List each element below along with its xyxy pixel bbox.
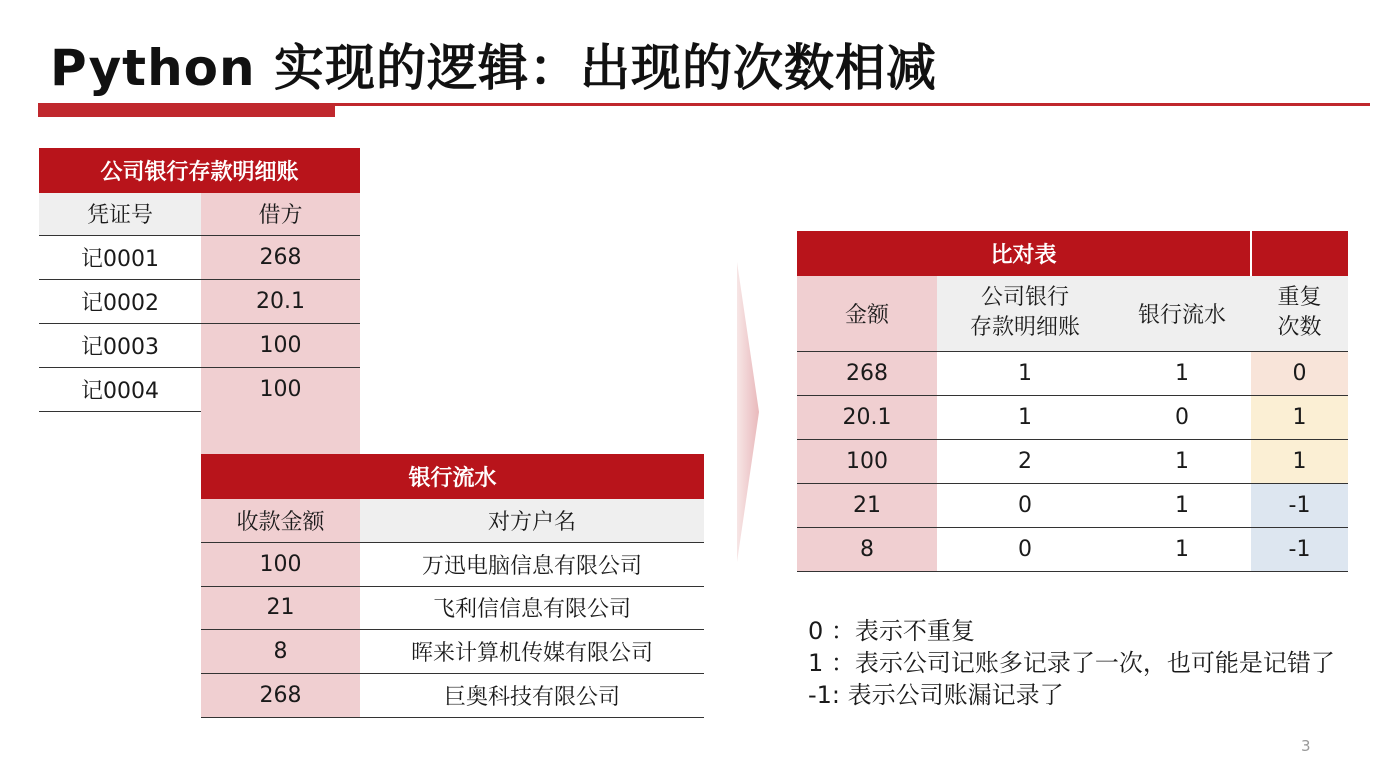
title-accent-bar [38, 106, 335, 117]
bank-amount-cell: 8 [201, 629, 360, 673]
ledger-header-voucher: 凭证号 [39, 193, 201, 235]
compare-row [797, 527, 1348, 571]
compare-row [797, 439, 1348, 483]
compare-bank-count-cell: 0 [1113, 395, 1251, 439]
bank-statement-table [201, 454, 704, 718]
compare-header-ledger: 公司银行 存款明细账 [937, 276, 1113, 351]
bank-title: 银行流水 [201, 454, 704, 499]
bank-header-amount: 收款金额 [201, 499, 360, 542]
ledger-debit-cell: 100 [201, 367, 360, 411]
compare-amount-cell: 21 [797, 483, 937, 527]
compare-header-amount: 金额 [797, 276, 937, 351]
ledger-header-debit: 借方 [201, 193, 360, 235]
compare-row [797, 351, 1348, 395]
compare-ledger-count-cell: 1 [937, 395, 1113, 439]
note-one: 1 ：表示公司记账多记录了一次，也可能是记错了 [808, 649, 1335, 677]
bank-counterparty-cell: 晖来计算机传媒有限公司 [360, 629, 704, 673]
compare-title-extra-cell [1251, 231, 1348, 276]
slide-title: Python 实现的逻辑：出现的次数相减 [50, 39, 938, 97]
compare-ledger-count-cell: 0 [937, 527, 1113, 571]
ledger-row [39, 235, 360, 279]
compare-header-bank: 银行流水 [1113, 276, 1251, 351]
note-zero: 0 ：表示不重复 [808, 617, 975, 645]
compare-ledger-count-cell: 0 [937, 483, 1113, 527]
bank-amount-cell: 100 [201, 542, 360, 586]
compare-ledger-count-cell: 2 [937, 439, 1113, 483]
compare-diff-cell: 0 [1251, 351, 1348, 395]
bank-counterparty-cell: 万迅电脑信息有限公司 [360, 542, 704, 586]
ledger-row [39, 279, 360, 323]
bank-amount-cell: 21 [201, 586, 360, 629]
chevron-right-icon [737, 262, 759, 562]
compare-diff-cell: 1 [1251, 395, 1348, 439]
compare-amount-cell: 268 [797, 351, 937, 395]
bank-counterparty-cell: 巨奥科技有限公司 [360, 673, 704, 717]
compare-header-repeat-count: 重复 次数 [1251, 276, 1348, 351]
bank-row [201, 673, 704, 717]
ledger-title: 公司银行存款明细账 [39, 148, 360, 193]
compare-ledger-count-cell: 1 [937, 351, 1113, 395]
bank-header-counterparty: 对方户名 [360, 499, 704, 542]
bank-counterparty-cell: 飞利信信息有限公司 [360, 586, 704, 629]
ledger-voucher-cell: 记0003 [39, 323, 201, 367]
compare-bank-count-cell: 1 [1113, 439, 1251, 483]
ledger-table [39, 148, 360, 412]
legend-notes [808, 615, 1335, 711]
compare-row [797, 483, 1348, 527]
compare-amount-cell: 20.1 [797, 395, 937, 439]
compare-bank-count-cell: 1 [1113, 351, 1251, 395]
page-number: 3 [1301, 737, 1311, 755]
ledger-debit-cell: 268 [201, 235, 360, 279]
note-minus-one: -1: 表示公司账漏记录了 [808, 681, 1064, 709]
ledger-row [39, 367, 360, 411]
bank-row [201, 542, 704, 586]
ledger-voucher-cell: 记0002 [39, 279, 201, 323]
compare-amount-cell: 8 [797, 527, 937, 571]
ledger-debit-cell: 20.1 [201, 279, 360, 323]
ledger-voucher-cell: 记0001 [39, 235, 201, 279]
bank-amount-cell: 268 [201, 673, 360, 717]
bank-row [201, 586, 704, 629]
compare-bank-count-cell: 1 [1113, 483, 1251, 527]
compare-diff-cell: -1 [1251, 527, 1348, 571]
compare-row [797, 395, 1348, 439]
compare-bank-count-cell: 1 [1113, 527, 1251, 571]
ledger-debit-cell: 100 [201, 323, 360, 367]
compare-diff-cell: 1 [1251, 439, 1348, 483]
debit-column-extension [201, 411, 360, 455]
comparison-table [797, 231, 1348, 572]
ledger-voucher-cell: 记0004 [39, 367, 201, 411]
compare-diff-cell: -1 [1251, 483, 1348, 527]
ledger-row [39, 323, 360, 367]
compare-amount-cell: 100 [797, 439, 937, 483]
compare-title: 比对表 [797, 231, 1251, 276]
bank-row [201, 629, 704, 673]
